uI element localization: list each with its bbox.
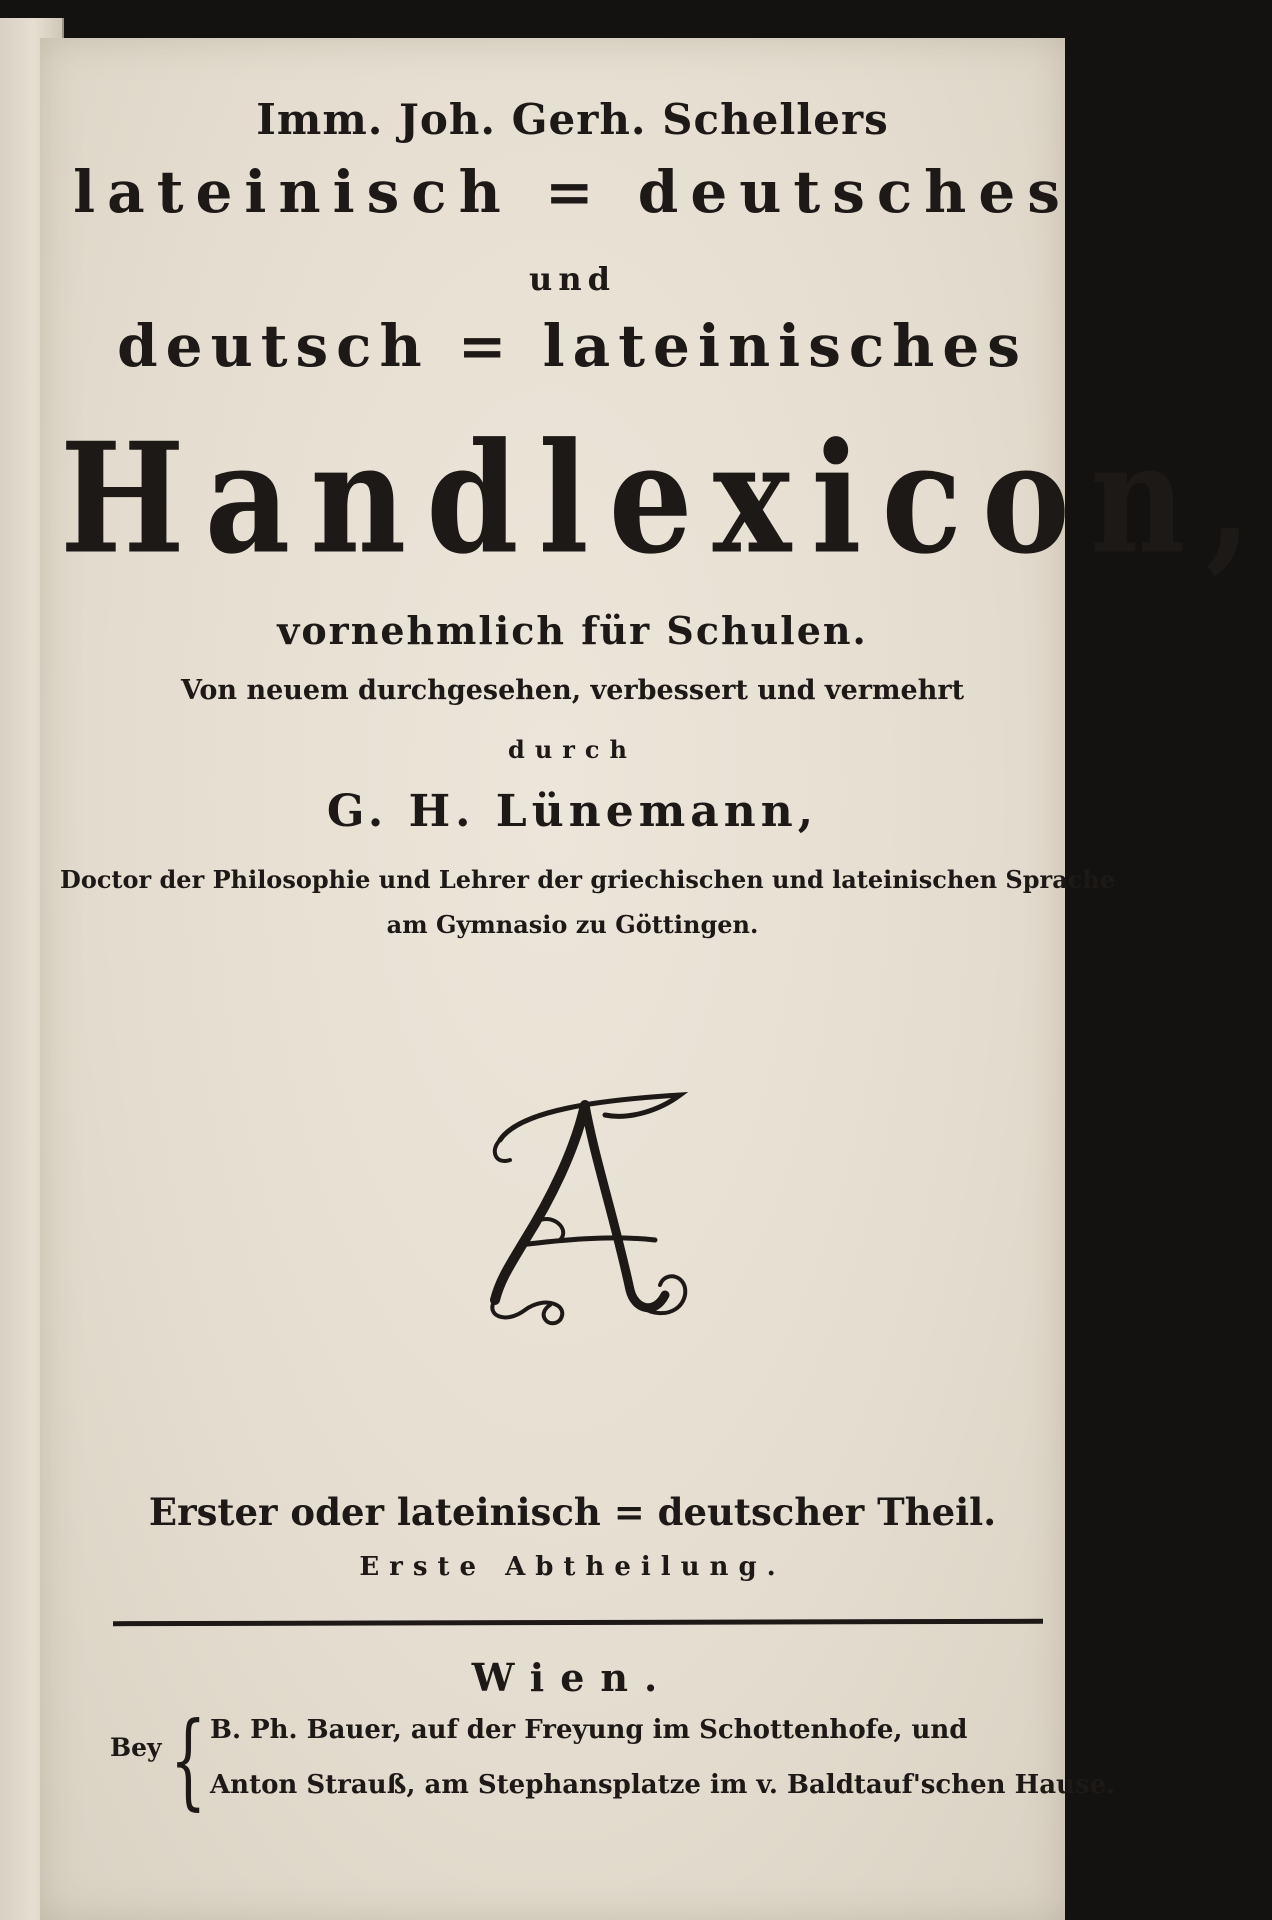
title-line-2: deutsch = lateinisches <box>117 312 1028 380</box>
editor-name: G. H. Lünemann, <box>326 786 819 837</box>
publishers-brace: { <box>170 1699 207 1821</box>
volume-part: Erster oder lateinisch = deutscher Theil. <box>148 1490 997 1534</box>
by-label: durch <box>508 735 637 764</box>
publishers-prefix: Bey <box>110 1733 162 1762</box>
revision-note: Von neuem durchgesehen, verbessert und vermehrt <box>180 675 965 706</box>
publication-city: Wien. <box>471 1655 674 1700</box>
volume-division: Erste Abtheilung. <box>359 1552 786 1582</box>
printer-monogram-ornament <box>480 1090 690 1330</box>
editor-credentials-line-1: Doctor der Philosophie und Lehrer der griechischen und lateinischen Sprache <box>60 865 1116 894</box>
author-name: Imm. Joh. Gerh. Schellers <box>256 95 889 144</box>
main-title: Handlexicon, <box>60 410 1272 589</box>
publisher-line-2: Anton Strauß, am Stephansplatze im v. Baldtauf'schen Hause. <box>210 1770 1116 1800</box>
subtitle: vornehmlich für Schulen. <box>277 608 868 653</box>
editor-credentials-line-2: am Gymnasio zu Göttingen. <box>386 910 759 939</box>
title-conjunction: und <box>529 260 616 298</box>
title-line-1: lateinisch = deutsches <box>73 158 1072 226</box>
publisher-line-1: B. Ph. Bauer, auf der Freyung im Schottenhofe, und <box>210 1715 968 1745</box>
